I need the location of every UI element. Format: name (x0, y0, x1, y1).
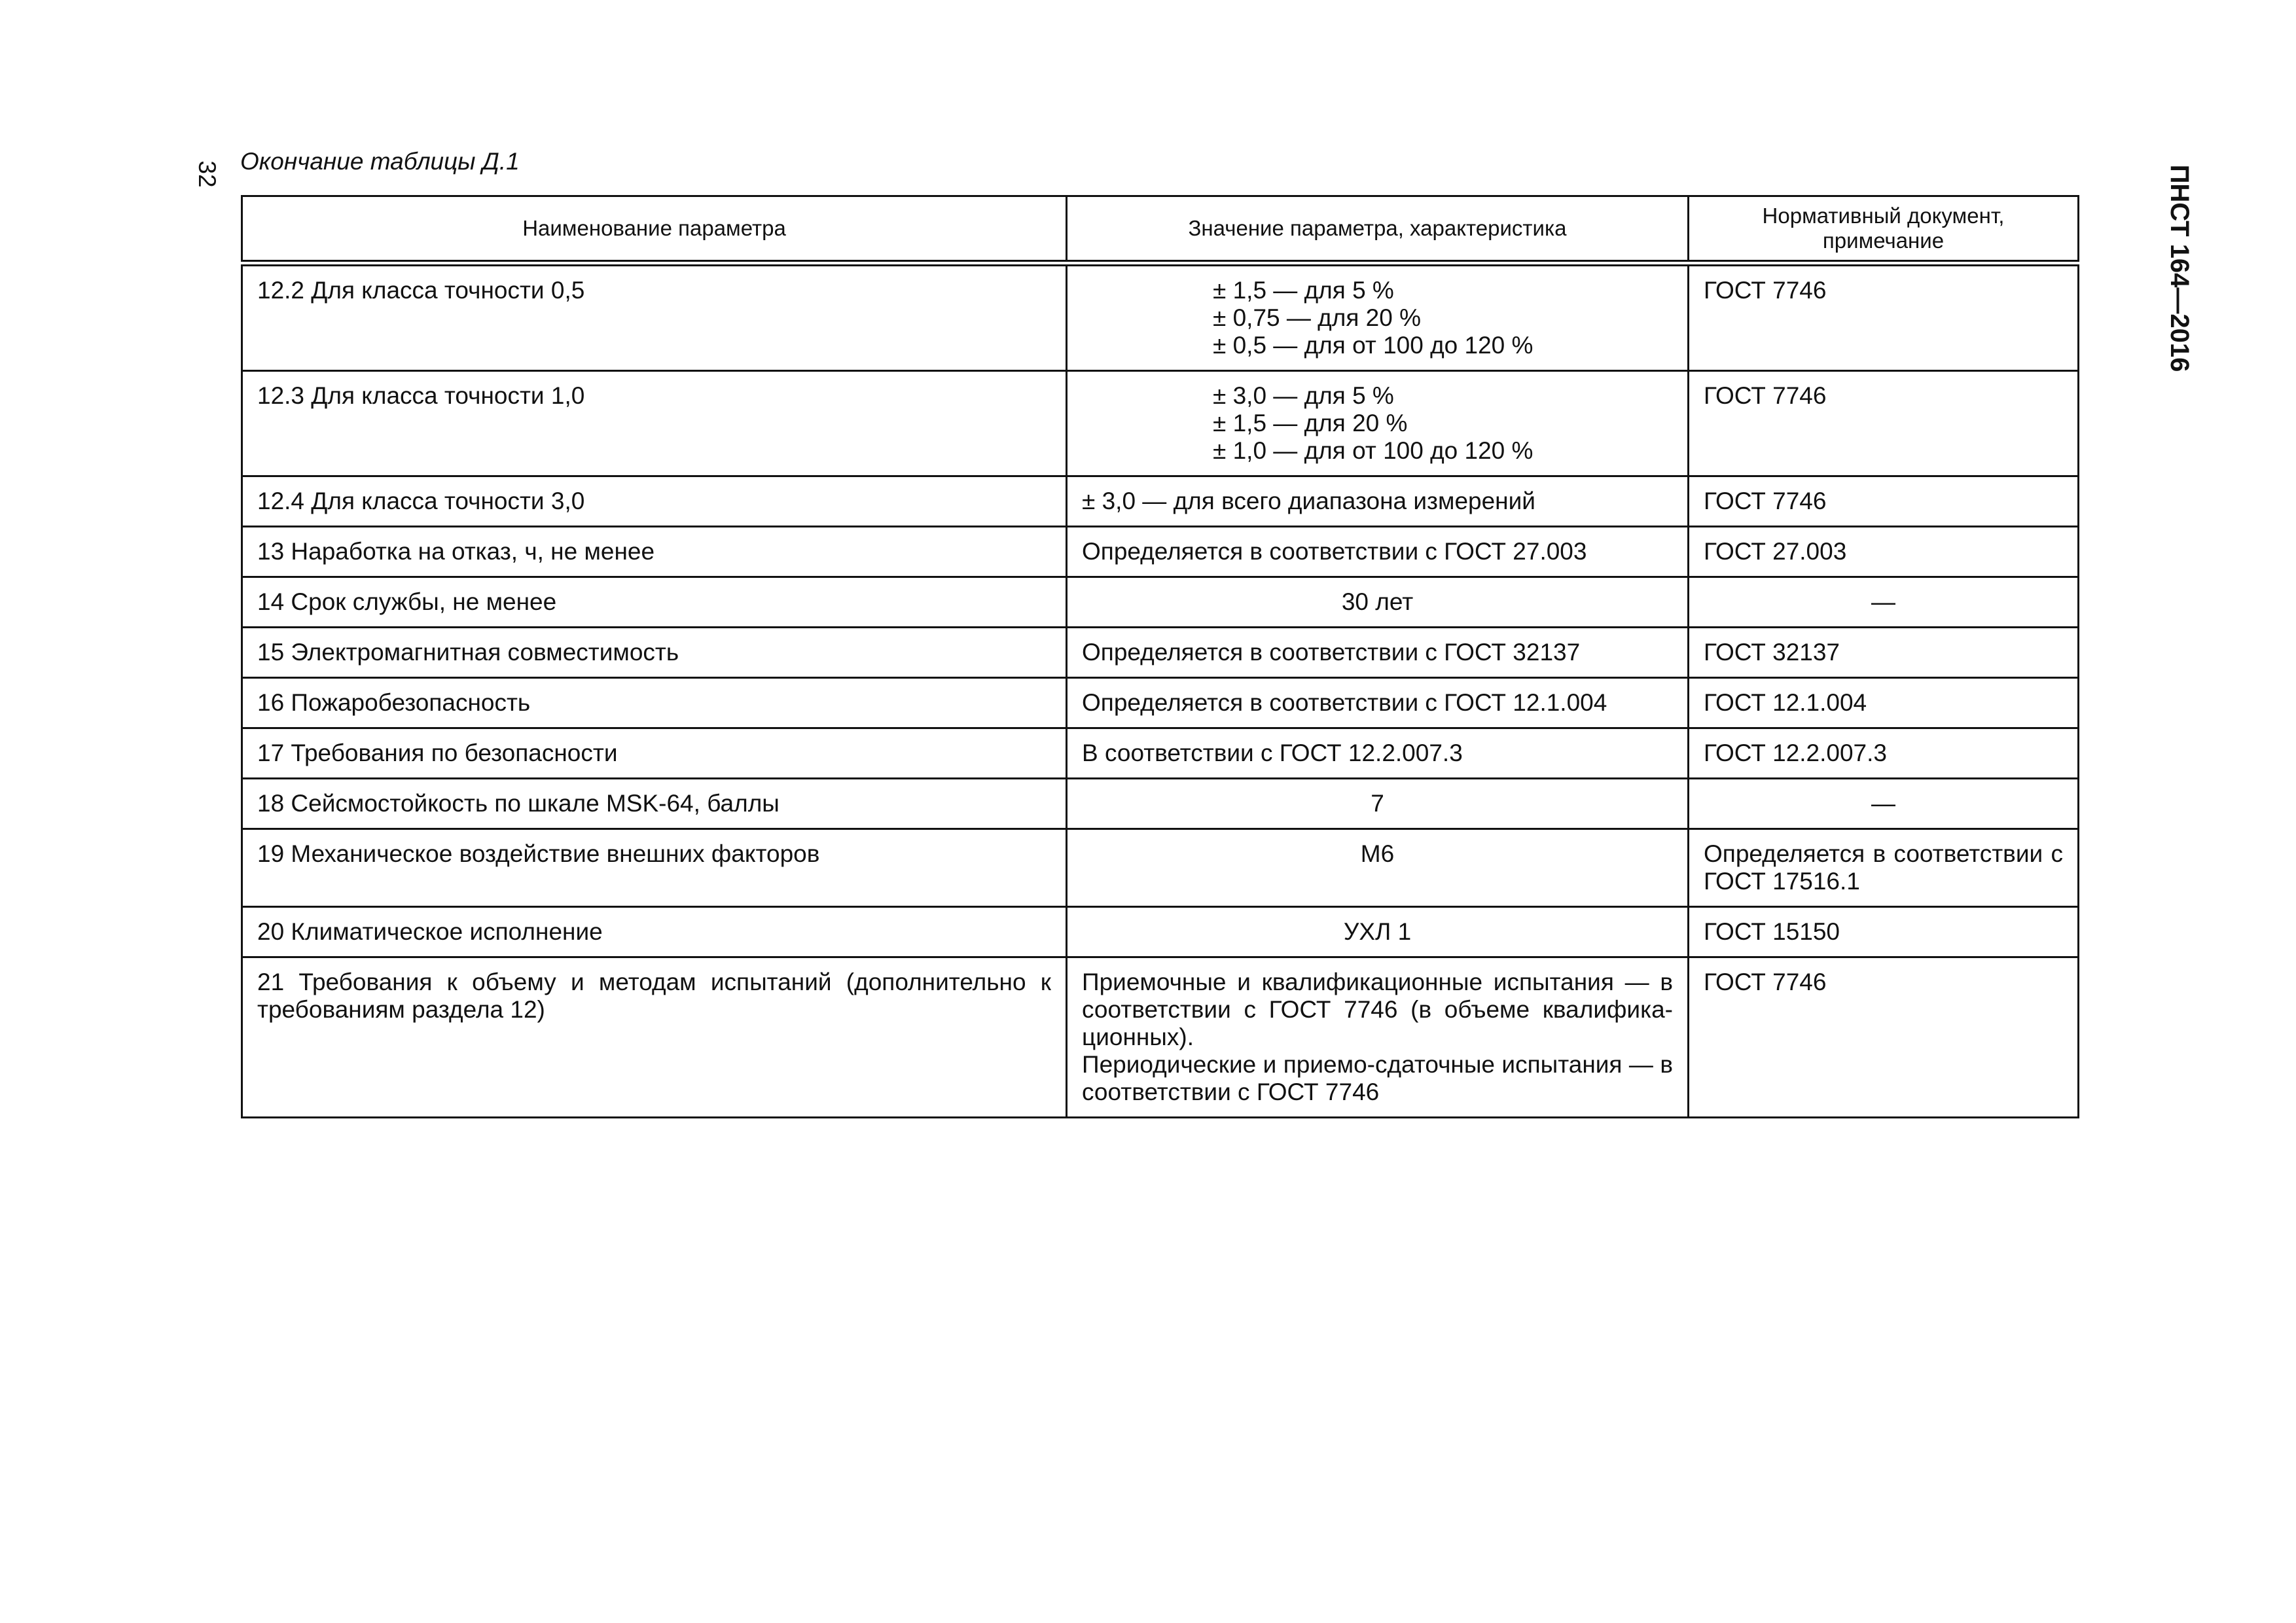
table-row (242, 476, 2079, 527)
value-cell: 7 (1067, 779, 1689, 829)
doc-cell: ГОСТ 15150 (1689, 907, 2079, 957)
value-cell: Определяется в соответствии с ГОСТ 12.1.004 (1067, 678, 1689, 728)
param-cell: 20 Климатическое исполнение (242, 907, 1067, 957)
doc-cell: — (1689, 577, 2079, 628)
param-cell: 19 Механическое воздействие внешних факторов (242, 829, 1067, 907)
value-cell: 30 лет (1067, 577, 1689, 628)
doc-cell: ГОСТ 12.2.007.3 (1689, 728, 2079, 779)
document-code: ПНСТ 164—2016 (2165, 164, 2195, 372)
table-caption: Окончание таблицы Д.1 (240, 148, 520, 175)
doc-cell: ГОСТ 12.1.004 (1689, 678, 2079, 728)
param-cell: 21 Требования к объему и методам испытаний (дополнительно к требованиям раздела 12) (242, 957, 1067, 1118)
value-line: ± 3,0 — для 5 % (1213, 382, 1394, 409)
param-cell: 15 Электромагнитная совместимость (242, 628, 1067, 678)
page-number: 32 (194, 160, 221, 188)
value-cell: М6 (1067, 829, 1689, 907)
table-row (242, 371, 2079, 476)
value-line: ± 0,5 — для от 100 до 120 % (1213, 332, 1534, 359)
table-row (242, 678, 2079, 728)
param-cell: 14 Срок службы, не менее (242, 577, 1067, 628)
param-cell: 18 Сейсмостойкость по шкале MSK-64, баллы (242, 779, 1067, 829)
table-row (242, 907, 2079, 957)
param-cell: 16 Пожаробезопасность (242, 678, 1067, 728)
header-normative-document: Нормативный документ, примечание (1689, 196, 2079, 264)
table-row (242, 728, 2079, 779)
value-cell (1067, 371, 1689, 476)
value-cell: ± 3,0 — для всего диапазона измерений (1067, 476, 1689, 527)
doc-cell: ГОСТ 7746 (1689, 957, 2079, 1118)
param-cell: 12.3 Для класса точности 1,0 (242, 371, 1067, 476)
table-row (242, 779, 2079, 829)
doc-cell: ГОСТ 32137 (1689, 628, 2079, 678)
table-row (242, 577, 2079, 628)
param-cell: 12.2 Для класса точности 0,5 (242, 263, 1067, 371)
table-row (242, 263, 2079, 371)
doc-cell: ГОСТ 7746 (1689, 476, 2079, 527)
value-cell: Определяется в соответствии с ГОСТ 32137 (1067, 628, 1689, 678)
value-cell (1067, 957, 1689, 1118)
value-line: ± 0,75 — для 20 % (1213, 304, 1421, 331)
param-cell: 17 Требования по безопасности (242, 728, 1067, 779)
param-cell: 13 Наработка на отказ, ч, не менее (242, 527, 1067, 577)
doc-cell: — (1689, 779, 2079, 829)
value-cell: Определяется в соответствии с ГОСТ 27.003 (1067, 527, 1689, 577)
param-cell: 12.4 Для класса точности 3,0 (242, 476, 1067, 527)
doc-cell: ГОСТ 7746 (1689, 263, 2079, 371)
doc-cell: ГОСТ 27.003 (1689, 527, 2079, 577)
table-row (242, 628, 2079, 678)
value-cell: В соответствии с ГОСТ 12.2.007.3 (1067, 728, 1689, 779)
value-cell (1067, 263, 1689, 371)
value-cell: УХЛ 1 (1067, 907, 1689, 957)
value-line: ± 1,5 — для 5 % (1213, 277, 1394, 304)
doc-cell: ГОСТ 7746 (1689, 371, 2079, 476)
value-line: ± 1,5 — для 20 % (1213, 410, 1408, 437)
value-line: Приемочные и квалификационные испытания — в соответствии с ГОСТ 7746 (в объеме квалифика-ционных). (1082, 969, 1673, 1050)
table-row (242, 527, 2079, 577)
parameters-table (241, 195, 2079, 1118)
value-line: Периодические и приемо-сдаточные испытания — в соответствии с ГОСТ 7746 (1082, 1051, 1673, 1105)
table-row (242, 829, 2079, 907)
value-line: ± 1,0 — для от 100 до 120 % (1213, 437, 1534, 464)
header-parameter-value: Значение параметра, характеристика (1067, 196, 1689, 264)
doc-cell: Определяется в соответствии с ГОСТ 17516.1 (1689, 829, 2079, 907)
table-header-row (242, 196, 2079, 264)
table-row (242, 957, 2079, 1118)
header-parameter-name: Наименование параметра (242, 196, 1067, 264)
